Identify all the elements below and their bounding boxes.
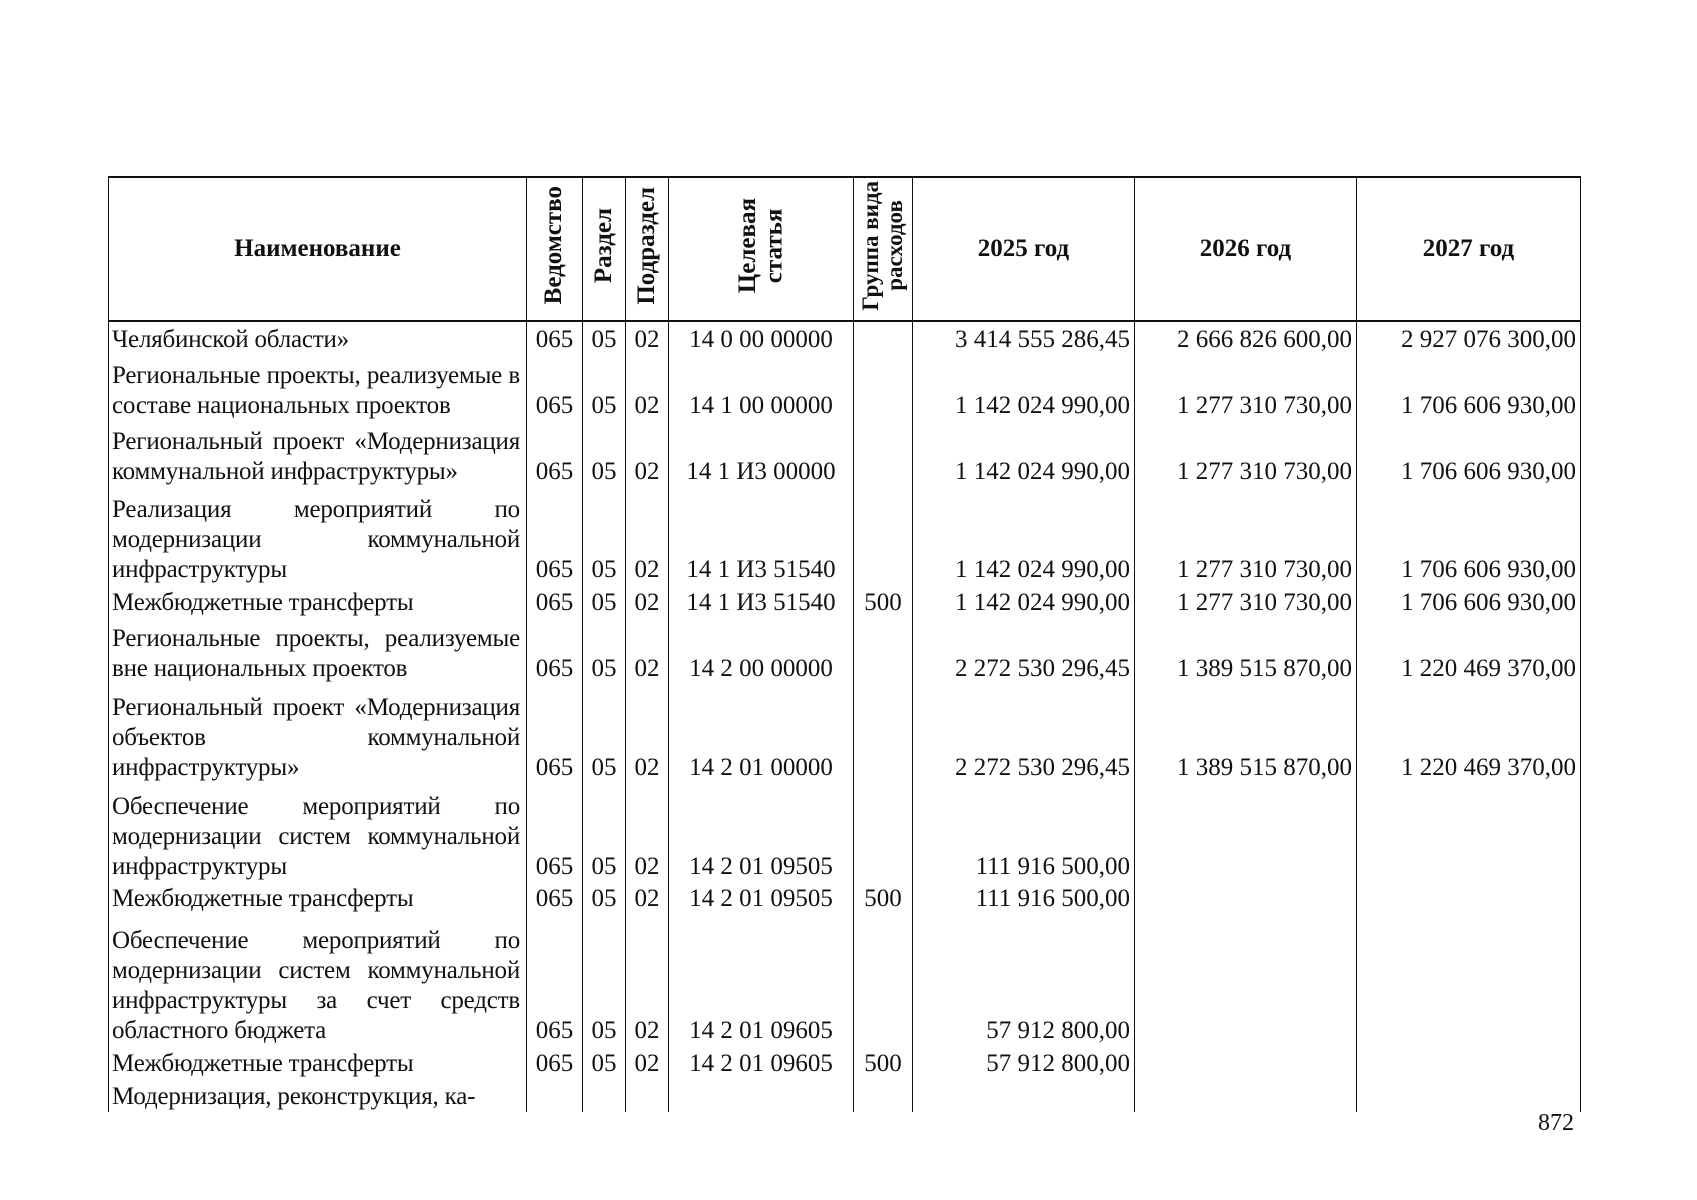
row-gruppa [854, 1079, 913, 1112]
row-2026: 1 277 310 730,00 [1135, 355, 1357, 421]
row-gruppa: 500 [854, 882, 913, 915]
row-razdel [583, 1079, 626, 1112]
row-podrazdel: 02 [626, 487, 669, 586]
row-gruppa [854, 914, 913, 1046]
row-vedomstvo: 065 [527, 585, 583, 618]
row-razdel: 05 [583, 321, 626, 355]
row-2025: 1 142 024 990,00 [913, 585, 1135, 618]
table-row [109, 1046, 1581, 1079]
table-row [109, 783, 1581, 882]
row-name: Обеспечение мероприятий по модернизации систем коммунальной инфраструктуры за счет средств областного бюджета [109, 914, 527, 1046]
row-celevaya-statya: 14 1 И3 51540 [669, 585, 854, 618]
row-celevaya-statya: 14 2 01 09505 [669, 783, 854, 882]
row-name: Межбюджетные трансферты [109, 1046, 527, 1079]
row-gruppa: 500 [854, 1046, 913, 1079]
row-celevaya-statya: 14 1 00 00000 [669, 355, 854, 421]
table-row [109, 421, 1581, 487]
row-2026 [1135, 882, 1357, 915]
row-podrazdel: 02 [626, 618, 669, 684]
row-2025: 2 272 530 296,45 [913, 618, 1135, 684]
header-razdel: Раздел [583, 177, 626, 321]
row-2025: 2 272 530 296,45 [913, 684, 1135, 783]
row-2025: 1 142 024 990,00 [913, 421, 1135, 487]
row-podrazdel: 02 [626, 421, 669, 487]
row-2025: 111 916 500,00 [913, 783, 1135, 882]
row-podrazdel: 02 [626, 1046, 669, 1079]
table-row [109, 914, 1581, 1046]
row-2026: 1 389 515 870,00 [1135, 618, 1357, 684]
row-2025: 1 142 024 990,00 [913, 355, 1135, 421]
row-razdel: 05 [583, 487, 626, 586]
row-2027 [1357, 783, 1581, 882]
row-celevaya-statya: 14 2 01 09605 [669, 914, 854, 1046]
row-2025: 111 916 500,00 [913, 882, 1135, 915]
row-podrazdel: 02 [626, 882, 669, 915]
row-gruppa [854, 355, 913, 421]
row-2027 [1357, 1079, 1581, 1112]
row-gruppa [854, 783, 913, 882]
row-razdel: 05 [583, 585, 626, 618]
row-razdel: 05 [583, 914, 626, 1046]
row-2026 [1135, 1079, 1357, 1112]
row-2027: 2 927 076 300,00 [1357, 321, 1581, 355]
header-name: Наименование [109, 177, 527, 321]
table-row [109, 1079, 1581, 1112]
table-row [109, 355, 1581, 421]
row-2026: 2 666 826 600,00 [1135, 321, 1357, 355]
row-vedomstvo: 065 [527, 487, 583, 586]
row-vedomstvo: 065 [527, 684, 583, 783]
header-gruppa-vida-rashodov: Группа вида расходов [854, 177, 913, 321]
table-row [109, 882, 1581, 915]
row-razdel: 05 [583, 684, 626, 783]
row-2027 [1357, 1046, 1581, 1079]
row-celevaya-statya [669, 1079, 854, 1112]
row-gruppa: 500 [854, 585, 913, 618]
budget-table [108, 176, 1581, 1112]
row-gruppa [854, 684, 913, 783]
row-podrazdel: 02 [626, 914, 669, 1046]
row-podrazdel [626, 1079, 669, 1112]
row-2026: 1 277 310 730,00 [1135, 487, 1357, 586]
row-name: Челябинской области» [109, 321, 527, 355]
row-name: Региональные проекты, реализуемые вне национальных проектов [109, 618, 527, 684]
row-gruppa [854, 487, 913, 586]
row-2025: 57 912 800,00 [913, 1046, 1135, 1079]
header-podrazdel: Подраздел [626, 177, 669, 321]
row-2026: 1 277 310 730,00 [1135, 421, 1357, 487]
row-2025: 3 414 555 286,45 [913, 321, 1135, 355]
row-celevaya-statya: 14 2 01 00000 [669, 684, 854, 783]
row-name: Модернизация, реконструкция, ка- [109, 1079, 527, 1112]
row-razdel: 05 [583, 882, 626, 915]
row-celevaya-statya: 14 2 00 00000 [669, 618, 854, 684]
row-2027 [1357, 882, 1581, 915]
row-vedomstvo: 065 [527, 783, 583, 882]
row-vedomstvo: 065 [527, 882, 583, 915]
header-celevaya-statya: Целевая статья [669, 177, 854, 321]
row-name: Региональный проект «Модернизация коммунальной инфраструктуры» [109, 421, 527, 487]
header-2026: 2026 год [1135, 177, 1357, 321]
row-podrazdel: 02 [626, 585, 669, 618]
row-podrazdel: 02 [626, 783, 669, 882]
row-2026 [1135, 1046, 1357, 1079]
row-celevaya-statya: 14 1 И3 51540 [669, 487, 854, 586]
row-podrazdel: 02 [626, 321, 669, 355]
row-razdel: 05 [583, 421, 626, 487]
row-razdel: 05 [583, 1046, 626, 1079]
row-2026: 1 277 310 730,00 [1135, 585, 1357, 618]
row-vedomstvo: 065 [527, 355, 583, 421]
row-2027 [1357, 914, 1581, 1046]
page-number: 872 [1538, 1110, 1574, 1136]
row-vedomstvo: 065 [527, 618, 583, 684]
row-celevaya-statya: 14 2 01 09605 [669, 1046, 854, 1079]
row-name: Межбюджетные трансферты [109, 585, 527, 618]
row-vedomstvo [527, 1079, 583, 1112]
row-2027: 1 706 606 930,00 [1357, 487, 1581, 586]
table-row [109, 618, 1581, 684]
table-row [109, 321, 1581, 355]
row-2025: 1 142 024 990,00 [913, 487, 1135, 586]
row-razdel: 05 [583, 355, 626, 421]
row-podrazdel: 02 [626, 355, 669, 421]
row-2027: 1 220 469 370,00 [1357, 618, 1581, 684]
row-razdel: 05 [583, 783, 626, 882]
table-row [109, 684, 1581, 783]
row-name: Реализация мероприятий по модернизации коммунальной инфраструктуры [109, 487, 527, 586]
row-vedomstvo: 065 [527, 321, 583, 355]
row-name: Региональные проекты, реализуемые в составе национальных проектов [109, 355, 527, 421]
row-vedomstvo: 065 [527, 421, 583, 487]
row-celevaya-statya: 14 1 И3 00000 [669, 421, 854, 487]
row-vedomstvo: 065 [527, 1046, 583, 1079]
row-vedomstvo: 065 [527, 914, 583, 1046]
row-podrazdel: 02 [626, 684, 669, 783]
row-name: Региональный проект «Модернизация объектов коммунальной инфраструктуры» [109, 684, 527, 783]
row-name: Межбюджетные трансферты [109, 882, 527, 915]
row-2026 [1135, 783, 1357, 882]
header-2025: 2025 год [913, 177, 1135, 321]
row-celevaya-statya: 14 0 00 00000 [669, 321, 854, 355]
row-2025: 57 912 800,00 [913, 914, 1135, 1046]
row-2027: 1 220 469 370,00 [1357, 684, 1581, 783]
row-celevaya-statya: 14 2 01 09505 [669, 882, 854, 915]
row-2026 [1135, 914, 1357, 1046]
row-2027: 1 706 606 930,00 [1357, 585, 1581, 618]
row-2027: 1 706 606 930,00 [1357, 421, 1581, 487]
header-row [109, 177, 1581, 321]
table-row [109, 487, 1581, 586]
row-razdel: 05 [583, 618, 626, 684]
row-gruppa [854, 618, 913, 684]
row-name: Обеспечение мероприятий по модернизации систем коммунальной инфраструктуры [109, 783, 527, 882]
table-row [109, 585, 1581, 618]
row-2027: 1 706 606 930,00 [1357, 355, 1581, 421]
row-2025 [913, 1079, 1135, 1112]
header-vedomstvo: Ведомство [527, 177, 583, 321]
row-2026: 1 389 515 870,00 [1135, 684, 1357, 783]
row-gruppa [854, 421, 913, 487]
header-2027: 2027 год [1357, 177, 1581, 321]
row-gruppa [854, 321, 913, 355]
